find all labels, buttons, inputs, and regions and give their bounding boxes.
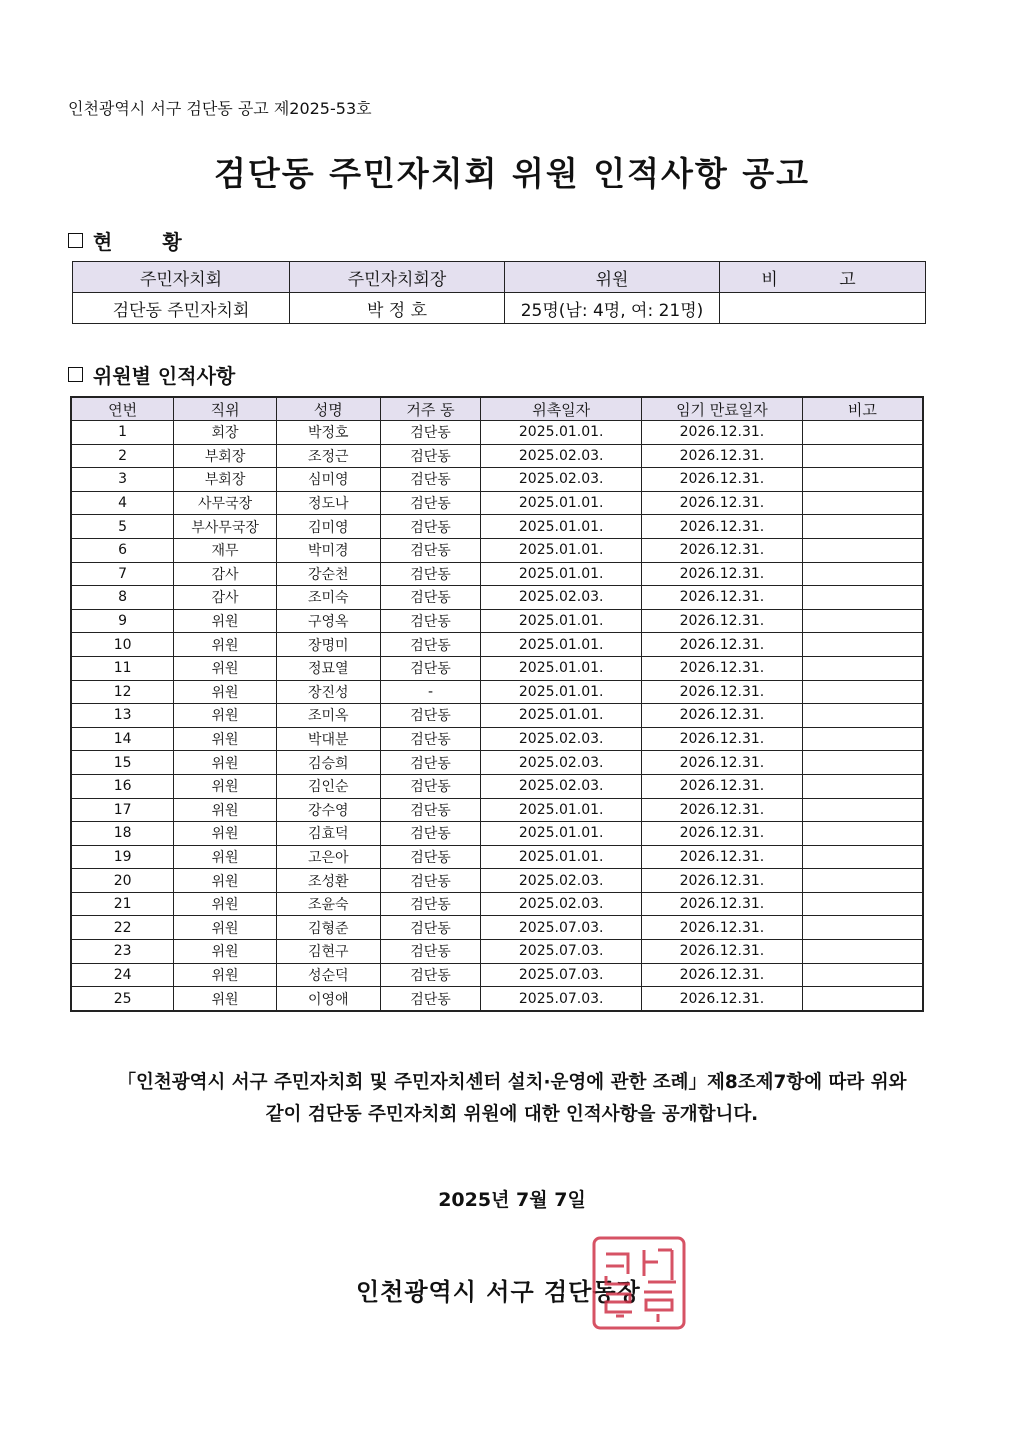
cell-position: 위원 xyxy=(174,987,277,1011)
members-table xyxy=(70,396,924,1012)
cell-number: 6 xyxy=(71,538,174,562)
table-row xyxy=(71,586,923,610)
cell-remarks xyxy=(802,751,923,775)
cell-term-end: 2026.12.31. xyxy=(642,515,803,539)
seal-glyph-4 xyxy=(644,1292,672,1322)
seal-glyph-3 xyxy=(606,1294,632,1316)
cell-position: 부회장 xyxy=(174,468,277,492)
cell-term-end: 2026.12.31. xyxy=(642,421,803,445)
cell-appointed-date: 2025.01.01. xyxy=(481,609,642,633)
members-header-row xyxy=(71,397,923,421)
cell-name: 성순덕 xyxy=(276,963,380,987)
cell-name: 조미숙 xyxy=(276,586,380,610)
cell-remarks xyxy=(802,515,923,539)
cell-remarks xyxy=(802,892,923,916)
table-row xyxy=(71,468,923,492)
cell-name: 구영옥 xyxy=(276,609,380,633)
cell-term-end: 2026.12.31. xyxy=(642,444,803,468)
cell-name: 김인순 xyxy=(276,774,380,798)
cell-remarks xyxy=(802,491,923,515)
cell-appointed-date: 2025.01.01. xyxy=(481,538,642,562)
seal-glyph-2 xyxy=(644,1250,676,1282)
cell-residence: 검단동 xyxy=(380,869,481,893)
cell-appointed-date: 2025.01.01. xyxy=(481,562,642,586)
cell-name: 강수영 xyxy=(276,798,380,822)
cell-number: 7 xyxy=(71,562,174,586)
cell-name: 김미영 xyxy=(276,515,380,539)
cell-name: 정도나 xyxy=(276,491,380,515)
table-row xyxy=(71,609,923,633)
status-col-chair: 주민자치회장 xyxy=(290,262,505,293)
cell-name: 심미영 xyxy=(276,468,380,492)
cell-term-end: 2026.12.31. xyxy=(642,892,803,916)
cell-term-end: 2026.12.31. xyxy=(642,963,803,987)
cell-position: 위원 xyxy=(174,656,277,680)
cell-appointed-date: 2025.01.01. xyxy=(481,680,642,704)
cell-term-end: 2026.12.31. xyxy=(642,869,803,893)
status-col-members: 위원 xyxy=(505,262,720,293)
cell-appointed-date: 2025.01.01. xyxy=(481,822,642,846)
cell-residence: 검단동 xyxy=(380,892,481,916)
cell-residence: 검단동 xyxy=(380,538,481,562)
cell-position: 위원 xyxy=(174,751,277,775)
status-header-row xyxy=(73,262,926,293)
table-row xyxy=(71,421,923,445)
cell-term-end: 2026.12.31. xyxy=(642,845,803,869)
col-position: 직위 xyxy=(174,397,277,421)
status-chair-value: 박 정 호 xyxy=(290,293,505,324)
cell-name: 강순천 xyxy=(276,562,380,586)
table-row xyxy=(71,538,923,562)
cell-residence: 검단동 xyxy=(380,727,481,751)
cell-number: 16 xyxy=(71,774,174,798)
status-heading-part2: 황 xyxy=(162,230,182,254)
cell-position: 위원 xyxy=(174,704,277,728)
cell-term-end: 2026.12.31. xyxy=(642,751,803,775)
cell-residence: - xyxy=(380,680,481,704)
cell-remarks xyxy=(802,421,923,445)
members-table-body xyxy=(71,421,923,1011)
cell-number: 15 xyxy=(71,751,174,775)
cell-remarks xyxy=(802,633,923,657)
cell-remarks xyxy=(802,845,923,869)
cell-number: 14 xyxy=(71,727,174,751)
cell-residence: 검단동 xyxy=(380,444,481,468)
table-row xyxy=(71,963,923,987)
cell-appointed-date: 2025.02.03. xyxy=(481,468,642,492)
cell-number: 9 xyxy=(71,609,174,633)
cell-term-end: 2026.12.31. xyxy=(642,940,803,964)
cell-name: 고은아 xyxy=(276,845,380,869)
cell-position: 위원 xyxy=(174,845,277,869)
cell-position: 위원 xyxy=(174,963,277,987)
table-row xyxy=(71,940,923,964)
cell-appointed-date: 2025.02.03. xyxy=(481,727,642,751)
cell-appointed-date: 2025.02.03. xyxy=(481,774,642,798)
cell-appointed-date: 2025.01.01. xyxy=(481,656,642,680)
cell-term-end: 2026.12.31. xyxy=(642,727,803,751)
cell-name: 김현구 xyxy=(276,940,380,964)
cell-term-end: 2026.12.31. xyxy=(642,822,803,846)
cell-appointed-date: 2025.02.03. xyxy=(481,751,642,775)
cell-residence: 검단동 xyxy=(380,633,481,657)
cell-remarks xyxy=(802,987,923,1011)
statement-line-1: 「인천광역시 서구 주민자치회 및 주민자치센터 설치·운영에 관한 조례」제8조제7항에 따라 위와 xyxy=(117,1072,907,1093)
table-row xyxy=(71,774,923,798)
cell-number: 1 xyxy=(71,421,174,445)
cell-number: 21 xyxy=(71,892,174,916)
cell-remarks xyxy=(802,680,923,704)
cell-residence: 검단동 xyxy=(380,515,481,539)
statement xyxy=(60,1067,964,1131)
cell-remarks xyxy=(802,562,923,586)
cell-number: 20 xyxy=(71,869,174,893)
cell-remarks xyxy=(802,468,923,492)
cell-appointed-date: 2025.01.01. xyxy=(481,704,642,728)
status-council-value: 검단동 주민자치회 xyxy=(73,293,290,324)
cell-term-end: 2026.12.31. xyxy=(642,798,803,822)
cell-position: 위원 xyxy=(174,680,277,704)
cell-position: 회장 xyxy=(174,421,277,445)
cell-number: 3 xyxy=(71,468,174,492)
cell-name: 김승희 xyxy=(276,751,380,775)
cell-position: 감사 xyxy=(174,586,277,610)
cell-residence: 검단동 xyxy=(380,421,481,445)
col-appointed-date: 위촉일자 xyxy=(481,397,642,421)
cell-name: 조성환 xyxy=(276,869,380,893)
members-section-heading xyxy=(68,360,235,389)
cell-number: 4 xyxy=(71,491,174,515)
cell-position: 위원 xyxy=(174,916,277,940)
table-row xyxy=(71,562,923,586)
cell-residence: 검단동 xyxy=(380,586,481,610)
cell-term-end: 2026.12.31. xyxy=(642,491,803,515)
cell-term-end: 2026.12.31. xyxy=(642,586,803,610)
cell-position: 위원 xyxy=(174,609,277,633)
cell-remarks xyxy=(802,869,923,893)
cell-residence: 검단동 xyxy=(380,774,481,798)
cell-name: 이영애 xyxy=(276,987,380,1011)
cell-position: 재무 xyxy=(174,538,277,562)
cell-remarks xyxy=(802,538,923,562)
table-row xyxy=(71,751,923,775)
cell-name: 박대분 xyxy=(276,727,380,751)
cell-term-end: 2026.12.31. xyxy=(642,704,803,728)
cell-number: 8 xyxy=(71,586,174,610)
statement-line-2: 같이 검단동 주민자치회 위원에 대한 인적사항을 공개합니다. xyxy=(265,1104,759,1125)
cell-number: 12 xyxy=(71,680,174,704)
cell-appointed-date: 2025.01.01. xyxy=(481,421,642,445)
table-row xyxy=(71,656,923,680)
cell-term-end: 2026.12.31. xyxy=(642,562,803,586)
cell-remarks xyxy=(802,727,923,751)
square-bullet-icon xyxy=(68,233,83,248)
table-row xyxy=(71,892,923,916)
cell-position: 위원 xyxy=(174,798,277,822)
cell-term-end: 2026.12.31. xyxy=(642,468,803,492)
cell-appointed-date: 2025.07.03. xyxy=(481,916,642,940)
cell-residence: 검단동 xyxy=(380,468,481,492)
status-remarks-value xyxy=(720,293,926,324)
col-residence: 거주 동 xyxy=(380,397,481,421)
cell-remarks xyxy=(802,963,923,987)
status-members-value: 25명(남: 4명, 여: 21명) xyxy=(505,293,720,324)
cell-position: 부사무국장 xyxy=(174,515,277,539)
cell-remarks xyxy=(802,586,923,610)
table-row xyxy=(71,444,923,468)
cell-name: 박미경 xyxy=(276,538,380,562)
cell-appointed-date: 2025.02.03. xyxy=(481,586,642,610)
status-col-remarks: 비 고 xyxy=(720,262,926,293)
cell-term-end: 2026.12.31. xyxy=(642,633,803,657)
cell-number: 11 xyxy=(71,656,174,680)
cell-position: 위원 xyxy=(174,633,277,657)
cell-appointed-date: 2025.01.01. xyxy=(481,515,642,539)
official-seal-icon xyxy=(588,1232,690,1334)
cell-appointed-date: 2025.02.03. xyxy=(481,892,642,916)
seal-glyph-1 xyxy=(606,1254,630,1284)
cell-residence: 검단동 xyxy=(380,491,481,515)
cell-number: 23 xyxy=(71,940,174,964)
page-title: 검단동 주민자치회 위원 인적사항 공고 xyxy=(213,154,810,193)
status-heading-part1: 현 xyxy=(93,230,153,254)
cell-remarks xyxy=(802,940,923,964)
cell-name: 조윤숙 xyxy=(276,892,380,916)
cell-remarks xyxy=(802,609,923,633)
cell-residence: 검단동 xyxy=(380,916,481,940)
table-row xyxy=(71,633,923,657)
cell-position: 위원 xyxy=(174,822,277,846)
cell-term-end: 2026.12.31. xyxy=(642,538,803,562)
cell-remarks xyxy=(802,704,923,728)
cell-appointed-date: 2025.01.01. xyxy=(481,633,642,657)
table-row xyxy=(71,916,923,940)
cell-residence: 검단동 xyxy=(380,822,481,846)
col-name: 성명 xyxy=(276,397,380,421)
cell-appointed-date: 2025.01.01. xyxy=(481,798,642,822)
cell-term-end: 2026.12.31. xyxy=(642,774,803,798)
cell-number: 17 xyxy=(71,798,174,822)
cell-position: 부회장 xyxy=(174,444,277,468)
cell-residence: 검단동 xyxy=(380,963,481,987)
status-table xyxy=(72,261,926,324)
table-row xyxy=(71,798,923,822)
cell-name: 김효덕 xyxy=(276,822,380,846)
notice-number: 인천광역시 서구 검단동 공고 제2025-53호 xyxy=(68,99,372,118)
notice-date: 2025년 7월 7일 xyxy=(438,1189,586,1211)
cell-position: 위원 xyxy=(174,940,277,964)
table-row xyxy=(71,680,923,704)
cell-appointed-date: 2025.01.01. xyxy=(481,491,642,515)
table-row xyxy=(71,845,923,869)
table-row xyxy=(71,704,923,728)
cell-position: 사무국장 xyxy=(174,491,277,515)
cell-residence: 검단동 xyxy=(380,656,481,680)
cell-name: 정묘열 xyxy=(276,656,380,680)
cell-position: 위원 xyxy=(174,727,277,751)
cell-name: 장진성 xyxy=(276,680,380,704)
cell-remarks xyxy=(802,656,923,680)
issuer-name: 인천광역시 서구 검단동장 xyxy=(356,1278,641,1306)
cell-number: 25 xyxy=(71,987,174,1011)
cell-residence: 검단동 xyxy=(380,940,481,964)
cell-term-end: 2026.12.31. xyxy=(642,916,803,940)
cell-appointed-date: 2025.07.03. xyxy=(481,987,642,1011)
cell-residence: 검단동 xyxy=(380,751,481,775)
cell-name: 김형준 xyxy=(276,916,380,940)
cell-name: 박정호 xyxy=(276,421,380,445)
cell-position: 위원 xyxy=(174,774,277,798)
cell-remarks xyxy=(802,822,923,846)
table-row xyxy=(71,515,923,539)
cell-number: 18 xyxy=(71,822,174,846)
col-term-end: 임기 만료일자 xyxy=(642,397,803,421)
status-col-council: 주민자치회 xyxy=(73,262,290,293)
cell-remarks xyxy=(802,774,923,798)
cell-name: 조미옥 xyxy=(276,704,380,728)
cell-term-end: 2026.12.31. xyxy=(642,656,803,680)
cell-position: 위원 xyxy=(174,892,277,916)
col-remarks: 비고 xyxy=(802,397,923,421)
cell-number: 13 xyxy=(71,704,174,728)
cell-appointed-date: 2025.07.03. xyxy=(481,940,642,964)
cell-residence: 검단동 xyxy=(380,798,481,822)
col-number: 연번 xyxy=(71,397,174,421)
cell-term-end: 2026.12.31. xyxy=(642,609,803,633)
cell-number: 19 xyxy=(71,845,174,869)
cell-residence: 검단동 xyxy=(380,845,481,869)
cell-term-end: 2026.12.31. xyxy=(642,987,803,1011)
members-heading-text: 위원별 인적사항 xyxy=(93,364,236,388)
table-row xyxy=(71,822,923,846)
cell-number: 10 xyxy=(71,633,174,657)
cell-residence: 검단동 xyxy=(380,987,481,1011)
table-row xyxy=(71,491,923,515)
cell-residence: 검단동 xyxy=(380,562,481,586)
square-bullet-icon xyxy=(68,367,83,382)
cell-remarks xyxy=(802,798,923,822)
cell-number: 2 xyxy=(71,444,174,468)
status-row xyxy=(73,293,926,324)
cell-appointed-date: 2025.02.03. xyxy=(481,444,642,468)
cell-number: 24 xyxy=(71,963,174,987)
cell-appointed-date: 2025.07.03. xyxy=(481,963,642,987)
cell-appointed-date: 2025.02.03. xyxy=(481,869,642,893)
cell-remarks xyxy=(802,916,923,940)
cell-remarks xyxy=(802,444,923,468)
table-row xyxy=(71,987,923,1011)
cell-number: 22 xyxy=(71,916,174,940)
cell-position: 위원 xyxy=(174,869,277,893)
cell-appointed-date: 2025.01.01. xyxy=(481,845,642,869)
cell-number: 5 xyxy=(71,515,174,539)
table-row xyxy=(71,727,923,751)
table-row xyxy=(71,869,923,893)
cell-residence: 검단동 xyxy=(380,609,481,633)
cell-residence: 검단동 xyxy=(380,704,481,728)
cell-name: 조정근 xyxy=(276,444,380,468)
status-section-heading xyxy=(68,226,182,255)
cell-term-end: 2026.12.31. xyxy=(642,680,803,704)
cell-name: 장명미 xyxy=(276,633,380,657)
cell-position: 감사 xyxy=(174,562,277,586)
